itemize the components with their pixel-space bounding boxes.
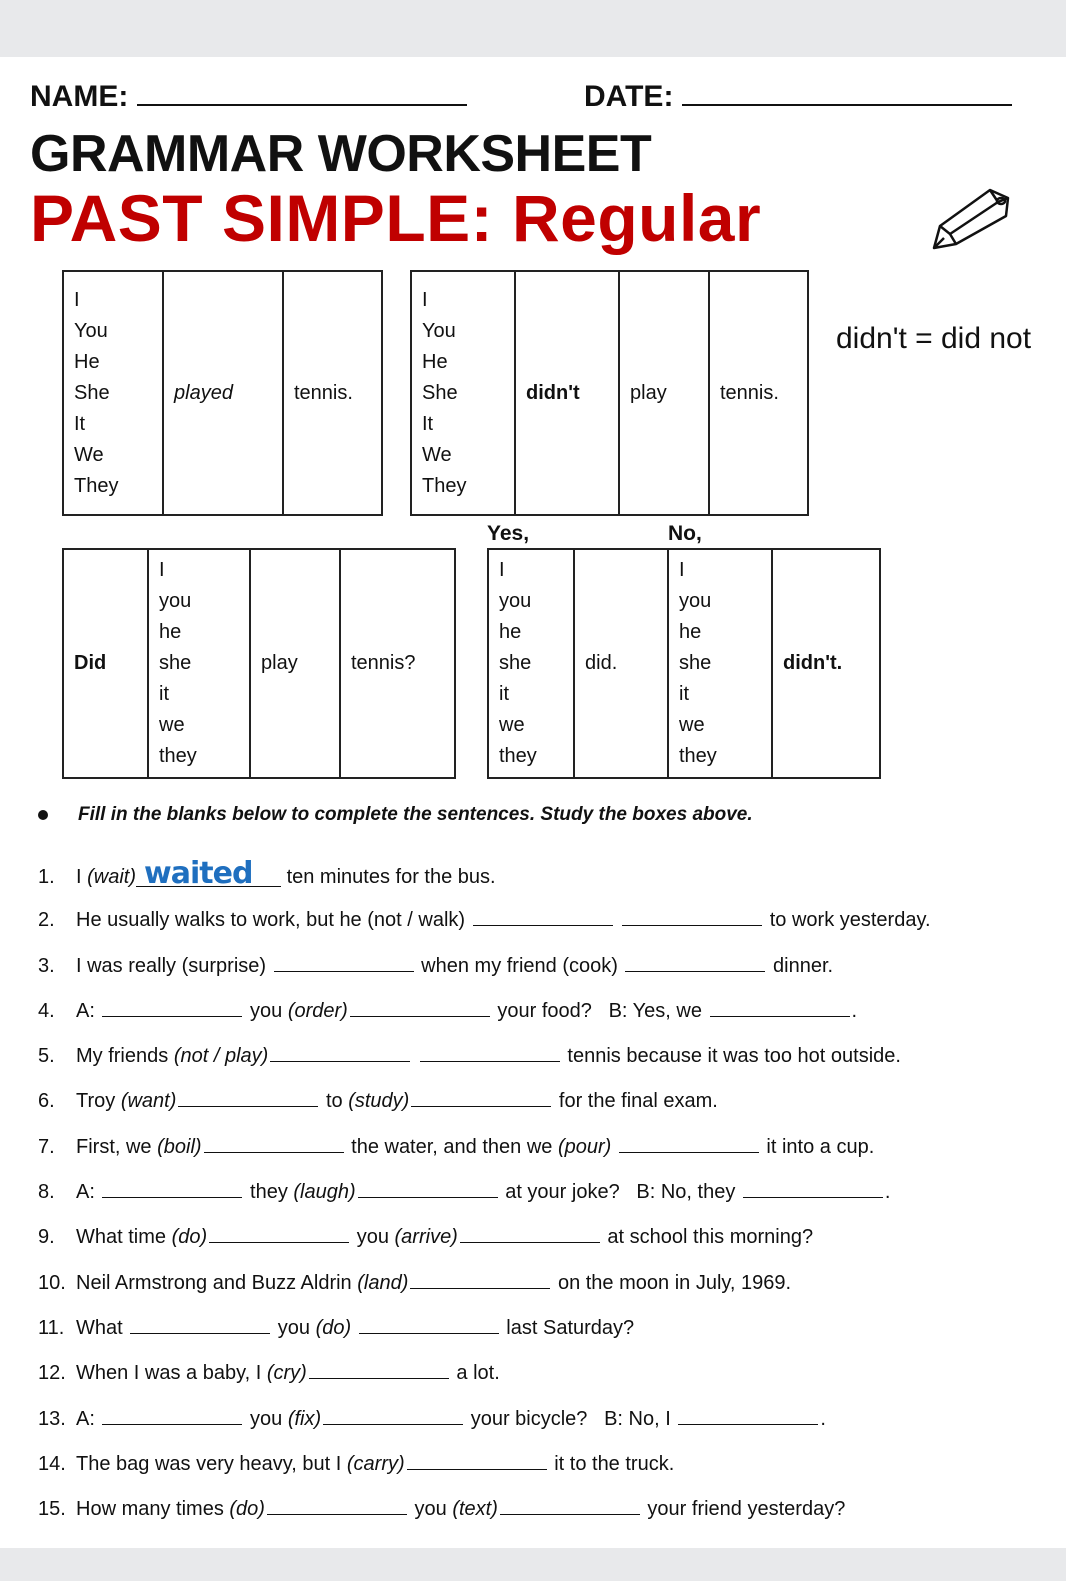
- pronoun: I: [159, 559, 165, 581]
- sentence-text: on the moon in July, 1969.: [552, 1271, 792, 1294]
- verb-hint: (study): [348, 1090, 410, 1113]
- sentence-text: A:: [76, 1407, 101, 1430]
- sentence-text: .: [851, 999, 858, 1022]
- sentence-text: for the final exam.: [553, 1090, 718, 1113]
- aux-cell: didn't: [515, 271, 619, 515]
- exercise-item: [38, 1360, 931, 1405]
- pronoun: we: [679, 714, 705, 736]
- answer-blank[interactable]: [410, 1270, 550, 1289]
- sentence-text: [611, 1136, 617, 1158]
- verb-hint: (text): [452, 1498, 498, 1521]
- answer-blank[interactable]: [204, 1134, 344, 1153]
- answer-blank[interactable]: [102, 1179, 242, 1198]
- verb-hint: (order): [287, 999, 348, 1022]
- sentence-text: you: [244, 999, 288, 1022]
- pronoun: I: [679, 559, 685, 581]
- exercise-number: 5.: [38, 1045, 55, 1068]
- pronoun: He: [422, 350, 448, 373]
- sentence-text: you: [351, 1226, 395, 1249]
- verb-hint: (carry): [346, 1452, 405, 1475]
- sentence-text: you: [408, 1498, 453, 1521]
- exercise-number: 12.: [38, 1362, 66, 1385]
- sentence-text: I: [76, 866, 88, 888]
- sentence-text: When I was a baby, I: [76, 1362, 267, 1385]
- exercise-item: [38, 1270, 931, 1315]
- pronoun: it: [679, 683, 689, 705]
- pronoun: you: [679, 590, 712, 612]
- sentence-text: to work yesterday.: [764, 909, 931, 932]
- sentence-text: you: [272, 1316, 316, 1339]
- name-label: NAME:: [30, 80, 129, 113]
- pronoun: she: [159, 652, 192, 674]
- sentence-text: when my friend (cook): [415, 954, 624, 977]
- sentence-text: Neil Armstrong and Buzz Aldrin: [76, 1271, 358, 1294]
- sentence-text: [412, 1045, 418, 1067]
- sentence-text: it to the truck.: [548, 1452, 675, 1475]
- pronoun: I: [422, 288, 428, 311]
- no-label: No,: [668, 522, 702, 545]
- sentence-text: My friends: [76, 1045, 174, 1068]
- pronoun: We: [74, 443, 104, 466]
- sentence-text: A:: [76, 1181, 101, 1204]
- sentence-text: your food? B: Yes, we: [491, 999, 708, 1022]
- negative-table: [410, 270, 809, 516]
- exercise-item: [38, 998, 931, 1043]
- answer-blank[interactable]: [274, 953, 414, 972]
- verb-hint: (want): [120, 1090, 177, 1113]
- answer-blank[interactable]: [407, 1451, 547, 1470]
- sentence-text: He usually walks to work, but he (not / walk): [76, 909, 471, 932]
- handwritten-answer[interactable]: waited: [136, 862, 281, 887]
- exercise-item: [38, 1043, 931, 1088]
- answer-blank[interactable]: [102, 1406, 242, 1425]
- pronoun: he: [499, 621, 522, 643]
- pronoun: they: [159, 745, 197, 767]
- object-cell: tennis?: [340, 549, 455, 778]
- yes-aux-cell: did.: [574, 549, 668, 778]
- answer-blank[interactable]: [309, 1360, 449, 1379]
- exercise-item: [38, 1496, 931, 1541]
- date-label: DATE:: [584, 80, 674, 113]
- pronoun: we: [159, 714, 185, 736]
- verb-hint: (do): [171, 1226, 208, 1249]
- verb-hint: (fix): [287, 1407, 322, 1430]
- pronoun: You: [74, 319, 108, 342]
- pronoun-cell: [668, 549, 772, 778]
- verb-hint: (arrive): [394, 1226, 458, 1249]
- exercise-number: 6.: [38, 1090, 55, 1113]
- sentence-text: your bicycle? B: No, I: [465, 1407, 677, 1430]
- verb-cell: play: [619, 271, 709, 515]
- answer-blank[interactable]: [267, 1496, 407, 1515]
- sentence-text: they: [244, 1181, 294, 1204]
- answer-blank[interactable]: [270, 1043, 410, 1062]
- answer-blank[interactable]: [622, 907, 762, 926]
- pronoun: It: [422, 412, 434, 435]
- exercise-number: 14.: [38, 1452, 66, 1475]
- verb-hint: (wait): [87, 866, 137, 888]
- pronoun: You: [422, 319, 456, 342]
- answer-blank[interactable]: [323, 1406, 463, 1425]
- pronoun: I: [499, 559, 505, 581]
- answer-blank[interactable]: [678, 1406, 818, 1425]
- exercise-number: 15.: [38, 1498, 66, 1521]
- answer-blank[interactable]: [130, 1315, 270, 1334]
- exercise-number: 13.: [38, 1407, 66, 1430]
- name-field[interactable]: [30, 80, 467, 114]
- verb-hint: (laugh): [293, 1181, 356, 1204]
- object-cell: tennis.: [283, 271, 382, 515]
- instruction: [38, 804, 753, 826]
- bullet-icon: [38, 810, 48, 820]
- no-aux-cell: didn't.: [772, 549, 880, 778]
- exercise-item: [38, 1315, 931, 1360]
- answer-blank[interactable]: [358, 1179, 498, 1198]
- answer-blank[interactable]: [420, 1043, 560, 1062]
- sentence-text: tennis because it was too hot outside.: [561, 1045, 901, 1068]
- exercise-number: 7.: [38, 1135, 55, 1158]
- exercise-item: [38, 1134, 931, 1179]
- pronoun: they: [679, 745, 717, 767]
- object-cell: tennis.: [709, 271, 808, 515]
- verb-hint: (do): [315, 1316, 352, 1339]
- sentence-text: your friend yesterday?: [641, 1498, 846, 1521]
- pronoun: it: [499, 683, 509, 705]
- sentence-text: the water, and then we: [345, 1135, 558, 1158]
- exercise-number: 1.: [38, 866, 55, 888]
- sentence-text: [351, 1317, 357, 1339]
- verb-hint: (land): [357, 1271, 409, 1294]
- verb-cell: [163, 271, 283, 515]
- exercise-number: 2.: [38, 909, 55, 932]
- exercise-number: 11.: [38, 1316, 65, 1339]
- yes-label: Yes,: [487, 522, 530, 545]
- pronoun: he: [679, 621, 702, 643]
- date-field[interactable]: [584, 80, 1012, 114]
- verb-hint: (cry): [266, 1362, 307, 1385]
- exercise-item: [38, 1451, 931, 1496]
- sentence-text: ten minutes for the bus.: [281, 866, 496, 888]
- exercise-item: [38, 907, 931, 952]
- answer-blank[interactable]: [710, 998, 850, 1017]
- sentence-text: .: [884, 1181, 891, 1204]
- answer-blank[interactable]: [359, 1315, 499, 1334]
- short-answers-table: [487, 548, 881, 779]
- exercise-item: [38, 1179, 931, 1224]
- aux-cell: Did: [63, 549, 148, 778]
- verb-hint: (boil): [157, 1135, 202, 1158]
- verb-hint: (do): [229, 1498, 265, 1521]
- exercise-item: [38, 953, 931, 998]
- exercise-list: [38, 856, 931, 1541]
- pronoun: They: [74, 474, 119, 497]
- sentence-text: I was really (surprise): [76, 954, 272, 977]
- sentence-text: you: [244, 1407, 288, 1430]
- exercise-number: 10.: [38, 1271, 66, 1294]
- worksheet-title: GRAMMAR WORKSHEET: [30, 125, 652, 183]
- verb-hint: (pour): [557, 1135, 612, 1158]
- pronoun: They: [422, 474, 467, 497]
- exercise-number: 8.: [38, 1181, 55, 1204]
- answer-blank[interactable]: [178, 1088, 318, 1107]
- answer-blank[interactable]: [500, 1496, 640, 1515]
- sentence-text: The bag was very heavy, but I: [76, 1452, 347, 1475]
- pronoun: she: [679, 652, 712, 674]
- pronoun: he: [159, 621, 182, 643]
- exercise-number: 3.: [38, 954, 55, 977]
- sentence-text: .: [820, 1407, 826, 1430]
- verb-cell: play: [250, 549, 340, 778]
- sentence-text: at school this morning?: [601, 1226, 814, 1249]
- sentence-text: What: [76, 1316, 129, 1339]
- instruction-text: Fill in the blanks below to complete the sentences. Study the boxes above.: [78, 804, 753, 825]
- answer-blank[interactable]: [102, 998, 242, 1017]
- pronoun: we: [499, 714, 525, 736]
- pronoun: she: [499, 652, 532, 674]
- sentence-text: How many times: [76, 1498, 230, 1521]
- verb-hint: (not / play): [173, 1045, 269, 1068]
- exercise-number: 9.: [38, 1226, 55, 1249]
- exercise-item: [38, 1406, 931, 1451]
- sentence-text: First, we: [76, 1135, 158, 1158]
- pronoun: We: [422, 443, 452, 466]
- sentence-text: last Saturday?: [500, 1316, 635, 1339]
- exercise-item: [38, 1088, 931, 1133]
- sentence-text: [615, 909, 621, 931]
- sentence-text: What time: [76, 1226, 172, 1249]
- pencil-icon: [928, 182, 1014, 254]
- pronoun: She: [74, 381, 110, 404]
- exercise-number: 4.: [38, 999, 55, 1022]
- pronoun: It: [74, 412, 86, 435]
- pronoun: He: [74, 350, 100, 373]
- answer-blank[interactable]: [743, 1179, 883, 1198]
- contraction-note: didn't = did not: [836, 322, 1032, 355]
- sentence-text: Troy: [76, 1090, 121, 1113]
- answer-blank[interactable]: [209, 1224, 349, 1243]
- answer-blank[interactable]: [625, 953, 765, 972]
- pronoun-cell: [488, 549, 574, 778]
- sentence-text: a lot.: [450, 1362, 500, 1385]
- answer-blank[interactable]: [619, 1134, 759, 1153]
- pronoun: you: [159, 590, 192, 612]
- answer-blank[interactable]: [460, 1224, 600, 1243]
- exercise-item: [38, 856, 931, 907]
- pronoun-cell: [411, 271, 515, 515]
- sentence-text: at your joke? B: No, they: [499, 1181, 741, 1204]
- answer-blank[interactable]: [411, 1088, 551, 1107]
- sentence-text: to: [320, 1090, 349, 1113]
- answer-blank[interactable]: [473, 907, 613, 926]
- sentence-text: dinner.: [767, 954, 834, 977]
- exercise-item: [38, 1224, 931, 1269]
- affirmative-table: [62, 270, 383, 516]
- pronoun: She: [422, 381, 458, 404]
- pronoun: they: [499, 745, 537, 767]
- worksheet-subtitle: PAST SIMPLE: Regular: [30, 181, 762, 255]
- verb-text: played: [174, 381, 233, 404]
- question-table: [62, 548, 456, 779]
- pronoun: I: [74, 288, 80, 311]
- pronoun-cell: [148, 549, 250, 778]
- pronoun: you: [499, 590, 532, 612]
- pronoun: it: [159, 683, 169, 705]
- answer-blank[interactable]: [350, 998, 490, 1017]
- sentence-text: it into a cup.: [760, 1135, 875, 1158]
- sentence-text: A:: [76, 999, 101, 1022]
- pronoun-cell: [63, 271, 163, 515]
